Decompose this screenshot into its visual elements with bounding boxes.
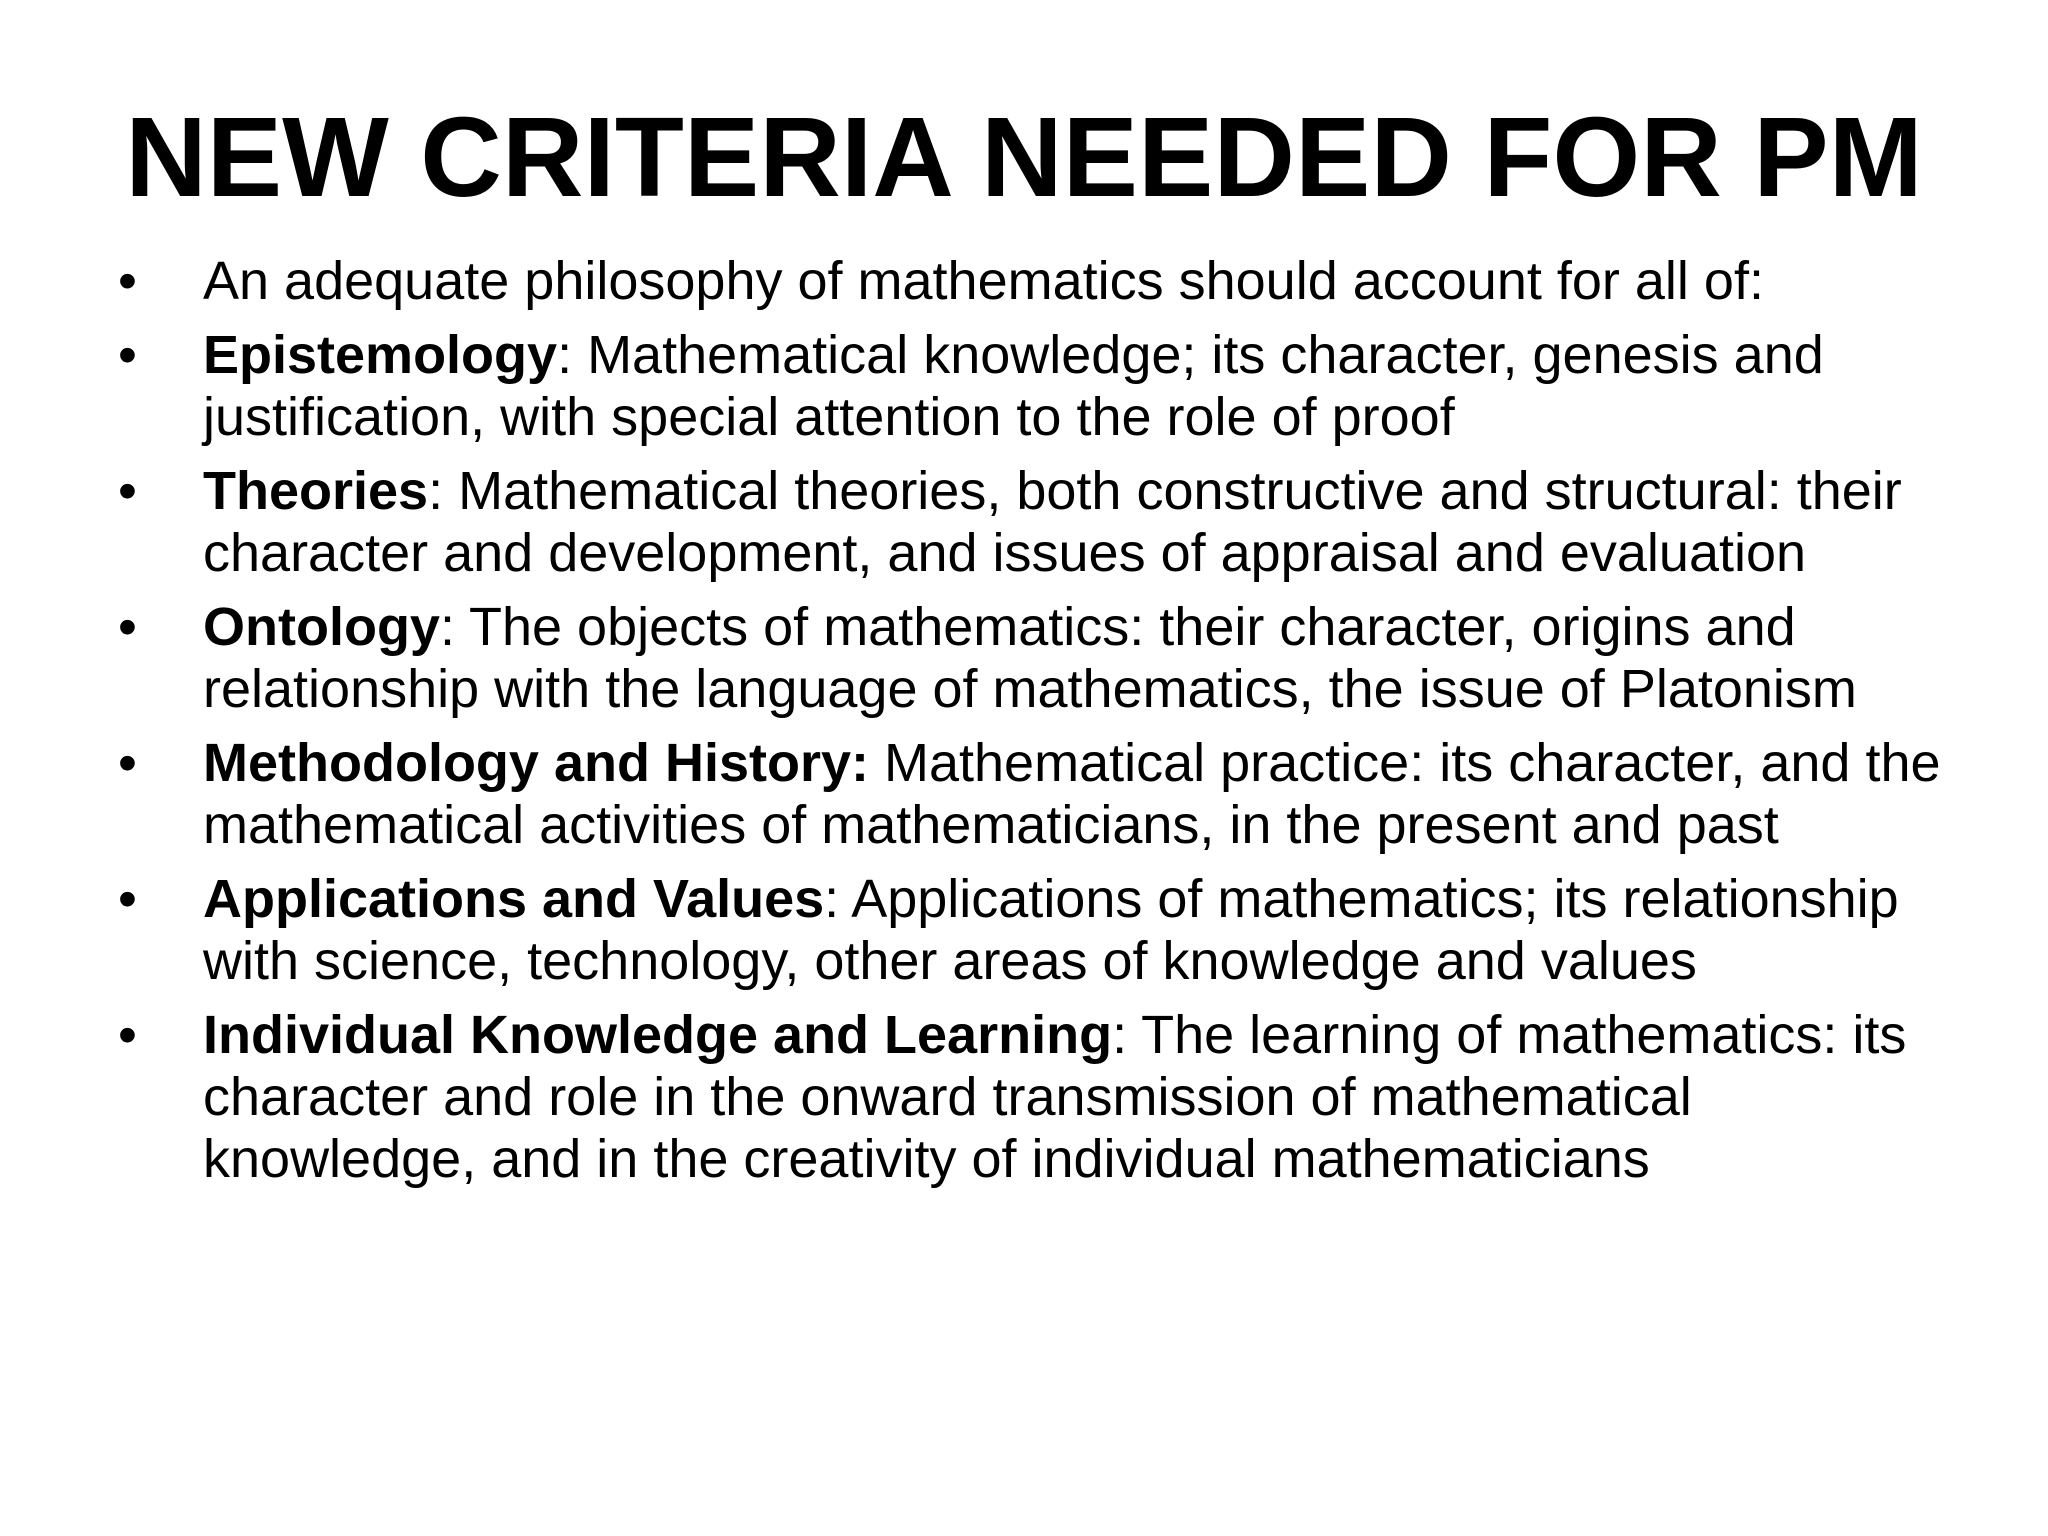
bullet-list (118, 250, 1978, 1202)
bullet-item-ontology (118, 596, 1978, 720)
bullet-term: Individual Knowledge and Learning (203, 1005, 1113, 1065)
bullet-term: Ontology (203, 597, 440, 657)
bullet-text: The objects of mathematics: their character, origins and relationship with the language of mathematics, the issue of Platonism (203, 597, 1857, 719)
bullet-term: Epistemology (203, 325, 558, 385)
bullet-icon: • (118, 597, 137, 657)
bullet-icon: • (118, 251, 137, 311)
bullet-separator: : (439, 597, 469, 657)
bullet-icon: • (118, 325, 137, 385)
bullet-icon: • (118, 733, 137, 793)
bullet-text: Mathematical knowledge; its character, genesis and justification, with special attention to the role of proof (203, 325, 1824, 447)
bullet-separator: : (824, 869, 852, 929)
bullet-separator: : (557, 325, 588, 385)
slide-title: NEW CRITERIA NEEDED FOR PM (125, 94, 1923, 220)
bullet-text: Mathematical theories, both constructive and structural: their character and development, and issues of appraisal and evaluation (203, 461, 1902, 583)
bullet-term: Theories (203, 461, 429, 521)
bullet-icon: • (118, 1005, 137, 1065)
bullet-item-learning (118, 1004, 1978, 1190)
bullet-term: Methodology and History: (203, 733, 869, 793)
bullet-text: Mathematical practice: its character, and the mathematical activities of mathematicians, in the present and past (203, 733, 1941, 855)
bullet-item-epistemology (118, 324, 1978, 448)
bullet-item-theories (118, 460, 1978, 584)
bullet-item-applications (118, 868, 1978, 992)
bullet-separator (869, 733, 884, 793)
bullet-icon: • (118, 461, 137, 521)
bullet-text: Applications of mathematics; its relationship with science, technology, other areas of knowledge and values (203, 869, 1899, 991)
bullet-item-intro (118, 250, 1978, 312)
bullet-separator: : (428, 461, 459, 521)
bullet-term: Applications and Values (203, 869, 825, 929)
bullet-text: An adequate philosophy of mathematics should account for all of: (203, 251, 1764, 311)
bullet-separator: : (1112, 1005, 1142, 1065)
bullet-icon: • (118, 869, 137, 929)
bullet-text: The learning of mathematics: its character and role in the onward transmission of mathematical knowledge, and in the creativity of individual mathematicians (203, 1005, 1907, 1189)
bullet-item-methodology (118, 732, 1978, 856)
